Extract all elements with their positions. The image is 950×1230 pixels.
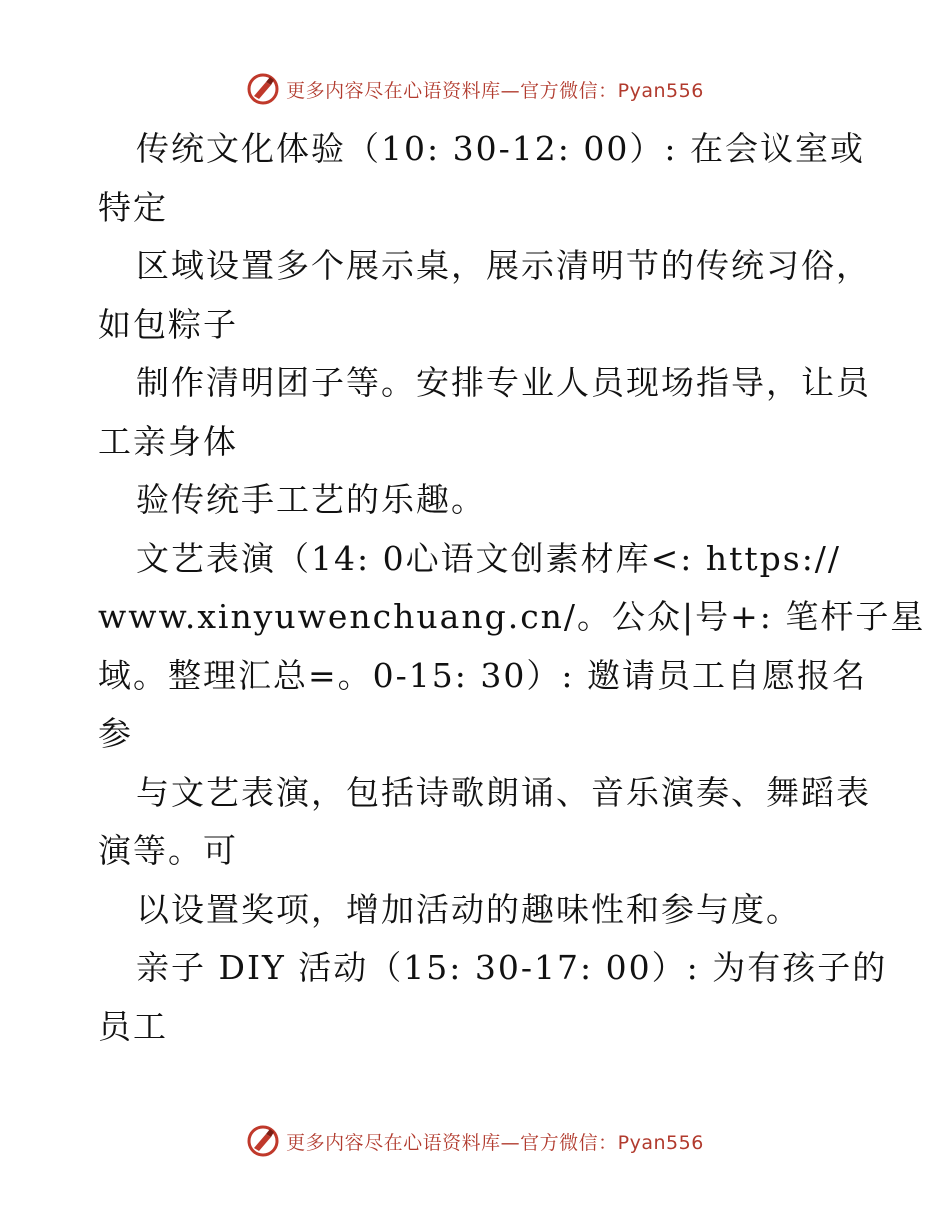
text-line: 工亲身体	[98, 421, 238, 461]
brand-logo-icon	[246, 72, 280, 106]
text-line: 员工	[98, 1006, 168, 1046]
text-line: 以设置奖项，增加活动的趣味性和参与度。	[136, 889, 801, 929]
brand-logo-icon	[246, 1124, 280, 1158]
page-header-banner	[0, 72, 950, 106]
text-line: 文艺表演（14: 0心语文创素材库<: https://	[136, 538, 842, 578]
text-line: 验传统手工艺的乐趣。	[136, 480, 486, 519]
text-line: 域。整理汇总=。0-15: 30）: 邀请员工自愿报名	[98, 655, 867, 695]
page-footer-banner	[0, 1124, 950, 1158]
header-banner-text: 更多内容尽在心语资料库—官方微信：Pyan556	[286, 79, 704, 102]
text-line: 与文艺表演，包括诗歌朗诵、音乐演奏、舞蹈表	[136, 772, 871, 812]
text-line: www.xinyuwenchuang.cn/。公众|号+: 笔杆子星	[98, 597, 926, 636]
text-line: 参	[98, 714, 133, 753]
footer-banner-text: 更多内容尽在心语资料库—官方微信：Pyan556	[286, 1131, 704, 1154]
text-line: 制作清明团子等。安排专业人员现场指导，让员	[136, 363, 871, 402]
text-line: 特定	[98, 187, 168, 227]
text-line: 亲子 DIY 活动（15: 30-17: 00）: 为有孩子的	[136, 948, 888, 987]
document-body	[98, 120, 926, 1056]
text-line: 传统文化体验（10: 30-12: 00）: 在会议室或	[136, 129, 865, 168]
text-line: 演等。可	[98, 831, 238, 870]
text-line: 如包粽子	[98, 304, 238, 344]
text-line: 区域设置多个展示桌，展示清明节的传统习俗，	[136, 246, 871, 285]
